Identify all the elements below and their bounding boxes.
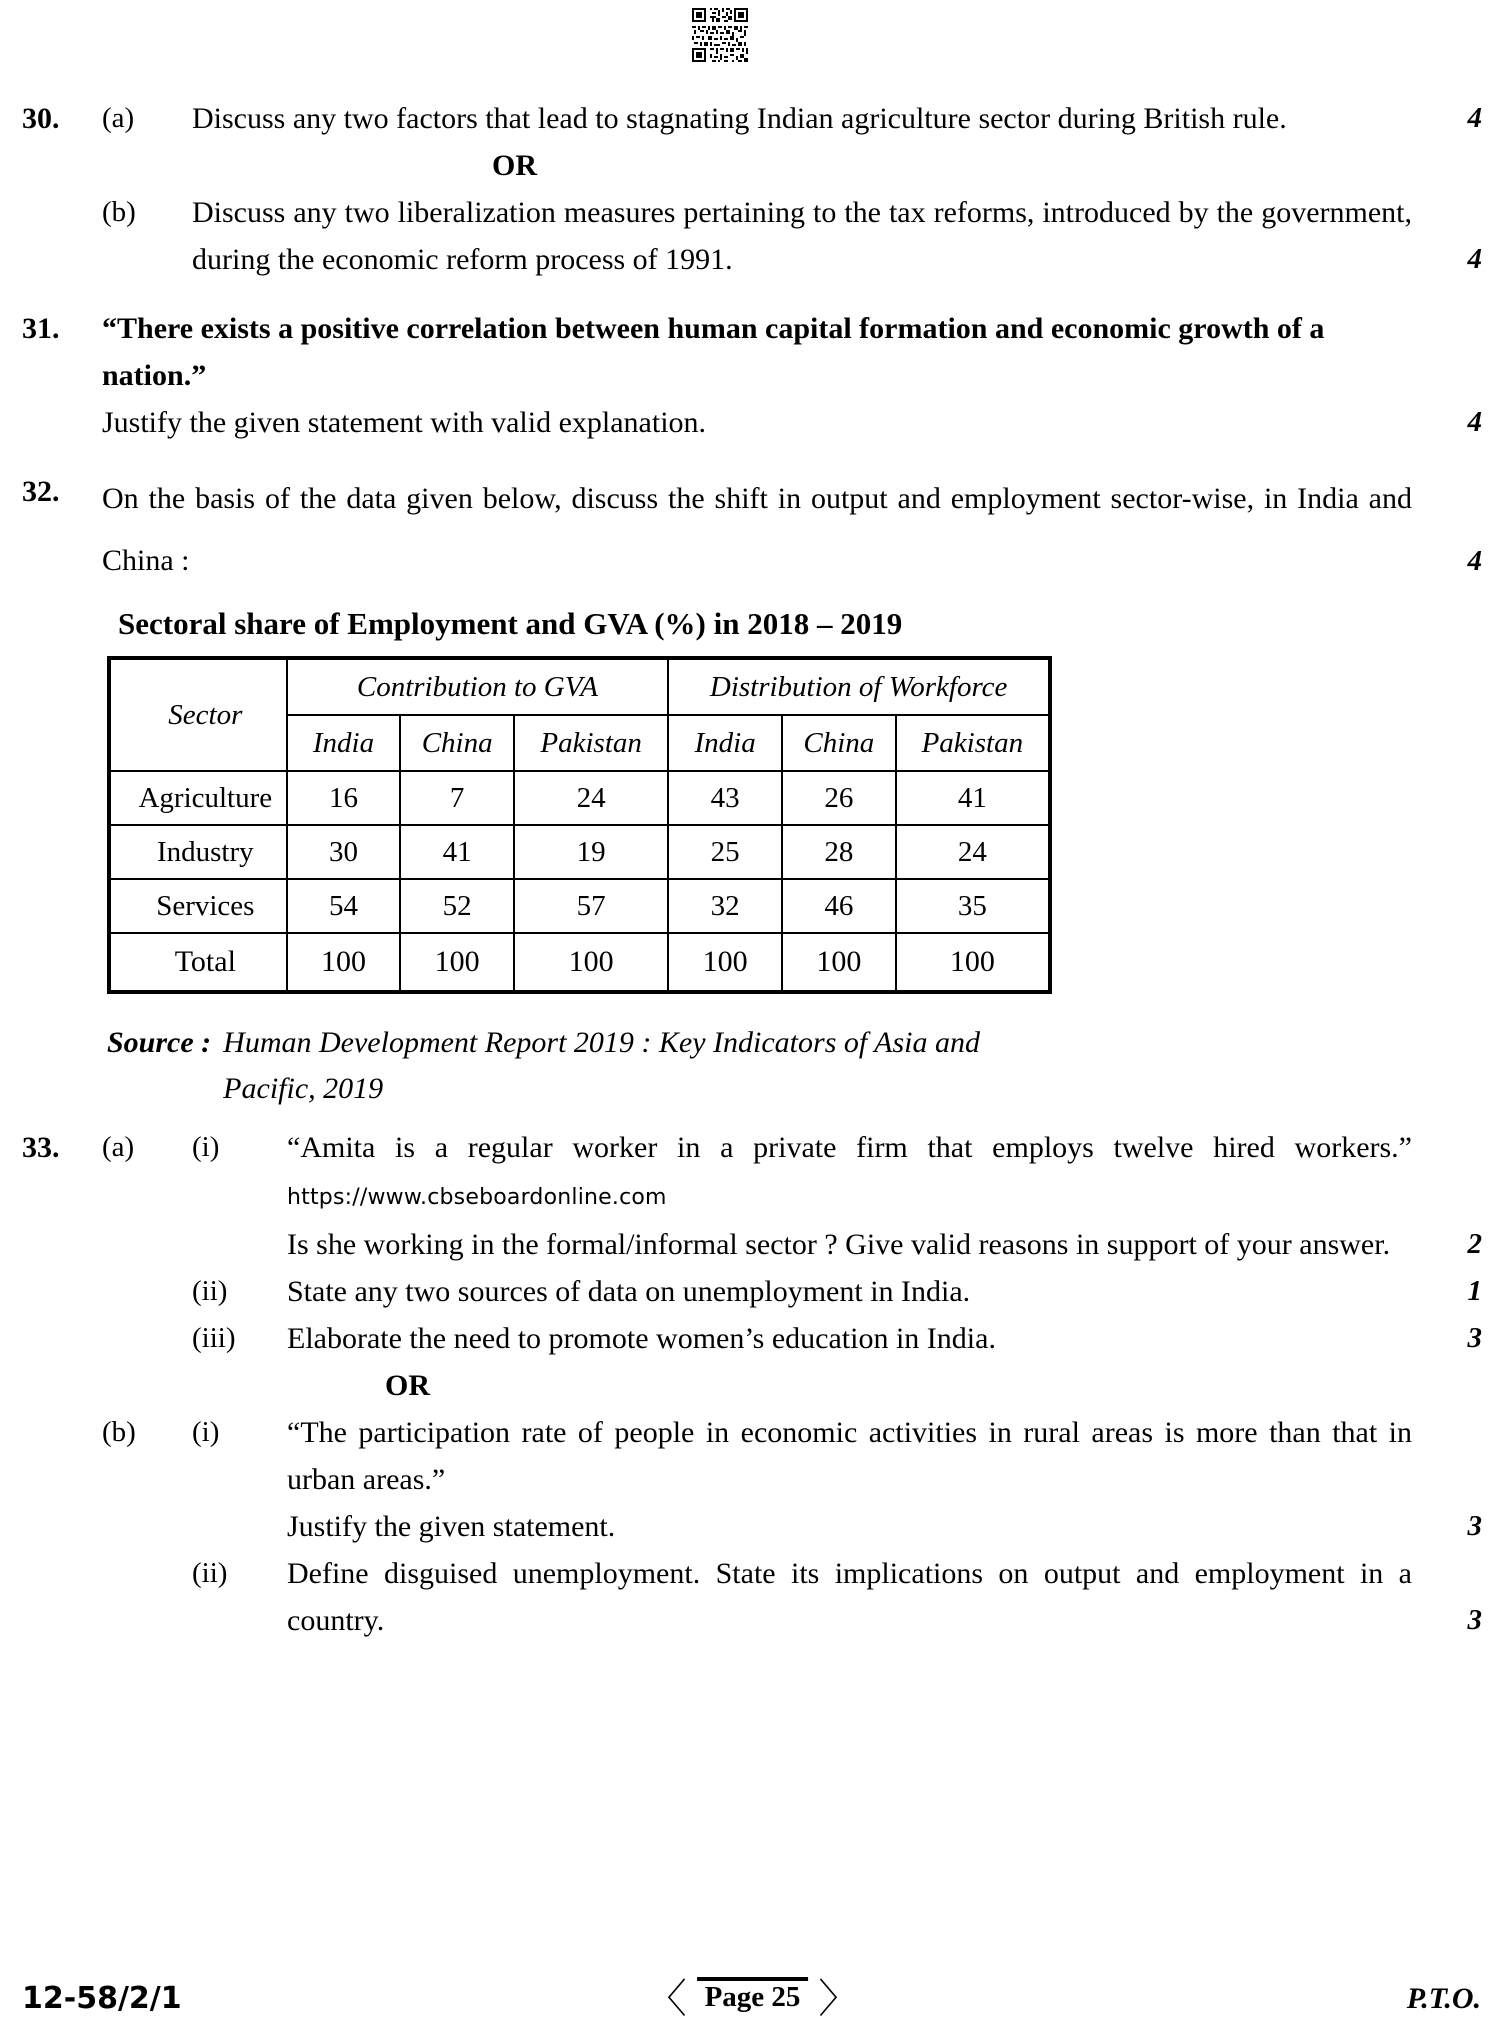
row-label-agriculture: Agriculture (109, 771, 287, 825)
page-number: Page 25 (693, 1977, 813, 2020)
question-33-b-i-text: Justify the given statement. (287, 1510, 616, 1543)
header-sector: Sector (109, 658, 287, 771)
question-33-a-label: (a) (102, 1131, 135, 1163)
cell-srv-gva-pakistan: 57 (514, 879, 668, 933)
cell-ind-gva-china: 41 (400, 825, 514, 879)
question-33-a-iii-marks: 3 (1467, 1322, 1482, 1354)
source-label: Source : (107, 1026, 212, 1059)
cell-agri-gva-india: 16 (287, 771, 401, 825)
question-33-a-iii-text: Elaborate the need to promote women’s education in India. (287, 1322, 996, 1355)
question-33-b-ii-marks: 3 (1467, 1604, 1482, 1636)
or-label-30: OR (492, 149, 537, 182)
subheader-gva-india: India (287, 715, 401, 771)
question-31-marks: 4 (1467, 406, 1482, 438)
question-33-b-label: (b) (102, 1416, 136, 1448)
question-33-a-ii (22, 1268, 1482, 1315)
chevron-right-icon: 〉 (818, 1975, 859, 2021)
table-row (109, 825, 1050, 879)
paper-code: 12-58/2/1 (22, 1981, 182, 2016)
question-33-a-ii-text: State any two sources of data on unemployment in India. (287, 1275, 971, 1308)
question-30-a-marks: 4 (1467, 102, 1482, 134)
spacer (22, 592, 1482, 604)
cell-ind-gva-india: 30 (287, 825, 401, 879)
question-30-a-label: (a) (102, 102, 135, 134)
or-label-33: OR (385, 1369, 430, 1402)
row-label-industry: Industry (109, 825, 287, 879)
question-32-number: 32. (22, 475, 60, 508)
chevron-left-icon: 〈 (646, 1975, 687, 2021)
question-33-a-iii (22, 1315, 1482, 1362)
cell-ind-gva-pakistan: 19 (514, 825, 668, 879)
table-source (107, 1020, 1187, 1112)
pto-label: P.T.O. (1406, 1982, 1481, 2015)
qr-code-icon (690, 6, 752, 64)
cell-srv-wf-china: 46 (782, 879, 896, 933)
subheader-wf-pakistan: Pakistan (896, 715, 1050, 771)
question-33-or (22, 1362, 1482, 1409)
question-33-a-i-label: (i) (192, 1131, 220, 1163)
question-33-b-i (22, 1409, 1482, 1550)
question-33-a-i-text: Is she working in the formal/informal sector ? Give valid reasons in support of your answer. (287, 1228, 1391, 1261)
question-33-b-ii-text: Define disguised unemployment. State its implications on output and employment in a country. (287, 1557, 1412, 1637)
question-content (22, 95, 1482, 1644)
cell-total-wf-china: 100 (782, 933, 896, 992)
sectoral-share-table (107, 656, 1052, 994)
question-31-body (102, 305, 1420, 446)
row-label-services: Services (109, 879, 287, 933)
page-number-badge (647, 1977, 859, 2020)
question-33-or-wrap (287, 1362, 1420, 1409)
question-31-followup: Justify the given statement with valid explanation. (102, 406, 707, 439)
question-33-a-ii-label: (ii) (192, 1275, 228, 1307)
question-30-a-text: Discuss any two factors that lead to stagnating Indian agriculture sector during British rule. (192, 102, 1287, 135)
question-30-b-marks: 4 (1467, 243, 1482, 275)
cell-ind-wf-pakistan: 24 (896, 825, 1050, 879)
subheader-gva-china: China (400, 715, 514, 771)
question-30-b-text: Discuss any two liberalization measures pertaining to the tax reforms, introduced by the government, during the economic reform process of 1991. (192, 196, 1412, 276)
table-title: Sectoral share of Employment and GVA (%) in 2018 – 2019 (118, 606, 903, 641)
cell-srv-gva-china: 52 (400, 879, 514, 933)
question-32-text: On the basis of the data given below, discuss the shift in output and employment sector-wise, in India and China : (102, 482, 1412, 577)
table-row (109, 771, 1050, 825)
header-contribution-gva: Contribution to GVA (287, 658, 669, 715)
question-33-a-i-marks: 2 (1467, 1228, 1482, 1260)
watermark-url: https://www.cbseboardonline.com (287, 1185, 667, 1210)
cell-total-gva-india: 100 (287, 933, 401, 992)
source-text-wrap (223, 1020, 1187, 1112)
cell-ind-wf-india: 25 (668, 825, 782, 879)
question-31 (22, 305, 1482, 446)
question-30-or (22, 142, 1482, 189)
spacer (22, 283, 1482, 305)
question-30-number: 30. (22, 102, 60, 135)
question-30-b-label: (b) (102, 196, 136, 228)
cell-ind-wf-china: 28 (782, 825, 896, 879)
question-33-b-i-body (287, 1409, 1420, 1550)
cell-total-wf-pakistan: 100 (896, 933, 1050, 992)
question-30-or-wrap (192, 142, 1420, 189)
question-33-a-ii-marks: 1 (1467, 1275, 1482, 1307)
page-footer (0, 1960, 1505, 2020)
cell-srv-wf-pakistan: 35 (896, 879, 1050, 933)
cell-srv-gva-india: 54 (287, 879, 401, 933)
question-33-b-ii (22, 1550, 1482, 1644)
question-31-number: 31. (22, 312, 60, 345)
table-row (109, 879, 1050, 933)
question-32 (22, 468, 1482, 592)
question-33-b-i-label: (i) (192, 1416, 220, 1448)
question-33-a-i-quote: “Amita is a regular worker in a private firm that employs twelve hired workers.” (287, 1131, 1412, 1164)
subheader-wf-india: India (668, 715, 782, 771)
question-33-a-i-body (287, 1124, 1420, 1268)
question-30-b (22, 189, 1482, 283)
cell-agri-wf-india: 43 (668, 771, 782, 825)
subheader-wf-china: China (782, 715, 896, 771)
spacer (22, 446, 1482, 468)
cell-total-gva-pakistan: 100 (514, 933, 668, 992)
source-line-2: Pacific, 2019 (223, 1072, 384, 1105)
row-label-total: Total (109, 933, 287, 992)
subheader-gva-pakistan: Pakistan (514, 715, 668, 771)
question-33-b-i-quote: “The participation rate of people in economic activities in rural areas is more than that in urban areas.” (287, 1416, 1412, 1496)
question-32-marks: 4 (1467, 545, 1482, 577)
question-30-a (22, 95, 1482, 142)
cell-agri-gva-china: 7 (400, 771, 514, 825)
table-total-row (109, 933, 1050, 992)
cell-total-gva-china: 100 (400, 933, 514, 992)
spacer (22, 1112, 1482, 1124)
cell-srv-wf-india: 32 (668, 879, 782, 933)
source-line-1: Human Development Report 2019 : Key Indicators of Asia and (223, 1026, 980, 1059)
cell-agri-gva-pakistan: 24 (514, 771, 668, 825)
cell-total-wf-india: 100 (668, 933, 782, 992)
question-33-a-i (22, 1124, 1482, 1268)
question-33-number: 33. (22, 1131, 60, 1164)
question-33-b-ii-label: (ii) (192, 1557, 228, 1589)
cell-agri-wf-china: 26 (782, 771, 896, 825)
question-33-a-iii-label: (iii) (192, 1322, 236, 1354)
table-group-header-row (109, 658, 1050, 715)
question-33-b-i-marks: 3 (1467, 1510, 1482, 1542)
cell-agri-wf-pakistan: 41 (896, 771, 1050, 825)
question-31-quote: “There exists a positive correlation between human capital formation and economic growth of a nation.” (102, 312, 1325, 392)
header-distribution-workforce: Distribution of Workforce (668, 658, 1050, 715)
